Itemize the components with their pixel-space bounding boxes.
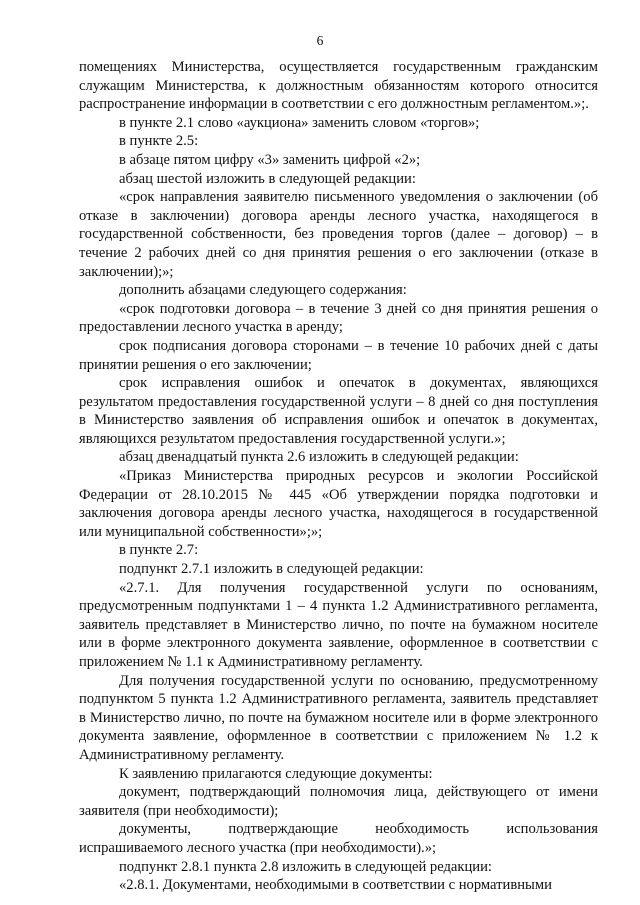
paragraph: в абзаце пятом цифру «3» заменить цифрой «2»;: [119, 151, 421, 168]
paragraph: подпункт 2.8.1 пункта 2.8 изложить в следующей редакции:: [119, 858, 492, 875]
paragraph: срок подписания договора сторонами – в течение 10 рабочих дней с даты принятии решения о его заключении;: [79, 337, 598, 373]
paragraph: дополнить абзацами следующего содержания:: [119, 282, 407, 299]
paragraph: подпункт 2.7.1 изложить в следующей редакции:: [119, 561, 424, 578]
paragraph: «2.8.1. Документами, необходимыми в соответствии с нормативными: [119, 877, 552, 894]
paragraph: абзац двенадцатый пункта 2.6 изложить в следующей редакции:: [119, 449, 519, 466]
paragraph: «2.7.1. Для получения государственной услуги по основаниям, предусмотренным подпунктами 1 – 4 пункта 1.2 Административного регламента, заявитель представляет в Министерство лично, по почте на бумажном носителе или в форме электронного документа заявление, оформленное в соответствии с приложением № 1.1 к Административному регламенту.: [79, 579, 598, 670]
paragraph: в пункте 2.7:: [119, 542, 199, 559]
page-number: 6: [316, 33, 324, 48]
paragraph: «Приказ Министерства природных ресурсов и экологии Российской Федерации от 28.10.2015 № 445 «Об утверждении порядка подготовки и заключения договора аренды лесного участка, находящегося в государственной или муниципальной собственности»;»;: [79, 468, 598, 540]
paragraph: документы, подтверждающие необходимость использования испрашиваемого лесного участка (при необходимости).»;: [79, 821, 598, 856]
paragraph: Для получения государственной услуги по основанию, предусмотренному подпунктом 5 пункта 1.2 Административного регламента, заявитель представляет в Министерство лично, по почте на бумажном носителе или в форме электронного документа заявление, оформленное в соответствии с приложением № 1.2 к Административному регламенту.: [79, 672, 598, 763]
document-body: [79, 58, 598, 895]
paragraph: документ, подтверждающий полномочия лица, действующего от имени заявителя (при необходимости);: [79, 784, 598, 819]
paragraph: в пункте 2.1 слово «аукциона» заменить словом «торгов»;: [119, 114, 480, 131]
paragraph: «срок подготовки договора – в течение 3 дней со дня принятия решения о предоставлении лесного участка в аренду;: [79, 300, 598, 336]
paragraph: «срок направления заявителю письменного уведомления о заключении (об отказе в заключении) договора аренды лесного участка, находящегося в государственной собственности, без проведения торгов (далее – договор) – в течение 2 рабочих дней со дня принятия решения о его заключении (отказе в заключении);»;: [79, 189, 598, 280]
paragraph: срок исправления ошибок и опечаток в документах, являющихся результатом предоставления государственной услуги – 8 дней со дня поступления в Министерство заявления об исправления ошибок и опечаток в документах, являющихся результатом предоставления государственной услуги.»;: [79, 375, 598, 447]
paragraph: абзац шестой изложить в следующей редакции:: [119, 170, 416, 187]
paragraph: К заявлению прилагаются следующие документы:: [119, 765, 433, 782]
paragraph: помещениях Министерства, осуществляется государственным гражданским служащим Министерства, к должностным обязанностям которого относится распространение информации в соответствии с его должностным регламентом.»;.: [79, 59, 598, 113]
paragraph: в пункте 2.5:: [119, 133, 199, 150]
